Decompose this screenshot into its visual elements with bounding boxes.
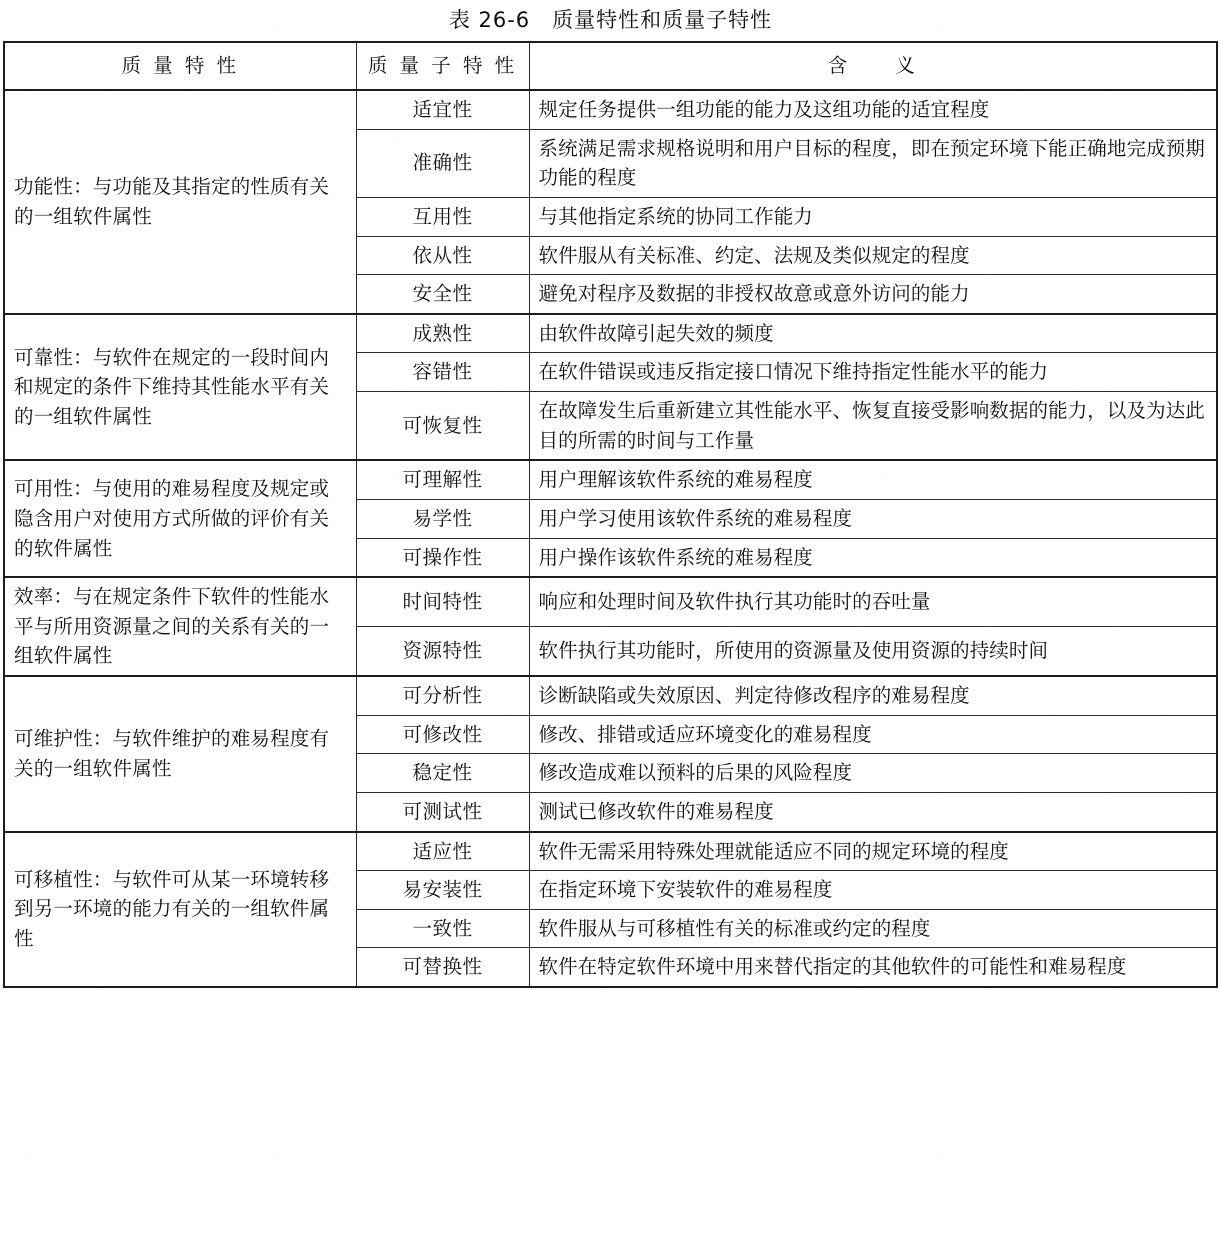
quality-characteristic-cell: 可靠性：与软件在规定的一段时间内和规定的条件下维持其性能水平有关的一组软件属性 bbox=[4, 314, 356, 461]
meaning-cell: 软件服从与可移植性有关的标准或约定的程度 bbox=[529, 909, 1217, 948]
meaning-cell: 规定任务提供一组功能的能力及这组功能的适宜程度 bbox=[529, 90, 1217, 129]
column-header-characteristic: 质 量 特 性 bbox=[4, 42, 356, 90]
quality-subcharacteristic-cell: 成熟性 bbox=[356, 314, 529, 353]
quality-subcharacteristic-cell: 适宜性 bbox=[356, 90, 529, 129]
table-row bbox=[4, 577, 1217, 626]
column-header-meaning: 含 义 bbox=[529, 42, 1217, 90]
table-row bbox=[4, 832, 1217, 871]
quality-subcharacteristic-cell: 可修改性 bbox=[356, 715, 529, 754]
quality-subcharacteristic-cell: 时间特性 bbox=[356, 577, 529, 626]
quality-subcharacteristic-cell: 容错性 bbox=[356, 353, 529, 392]
quality-characteristic-cell: 效率：与在规定条件下软件的性能水平与所用资源量之间的关系有关的一组软件属性 bbox=[4, 577, 356, 676]
table-row bbox=[4, 90, 1217, 129]
meaning-cell: 修改造成难以预料的后果的风险程度 bbox=[529, 754, 1217, 793]
table-row bbox=[4, 460, 1217, 499]
quality-subcharacteristic-cell: 适应性 bbox=[356, 832, 529, 871]
quality-subcharacteristic-cell: 易学性 bbox=[356, 499, 529, 538]
meaning-cell: 诊断缺陷或失效原因、判定待修改程序的难易程度 bbox=[529, 676, 1217, 715]
quality-subcharacteristic-cell: 资源特性 bbox=[356, 627, 529, 676]
meaning-cell: 响应和处理时间及软件执行其功能时的吞吐量 bbox=[529, 577, 1217, 626]
meaning-cell: 在故障发生后重新建立其性能水平、恢复直接受影响数据的能力，以及为达此目的所需的时间与工作量 bbox=[529, 392, 1217, 461]
meaning-cell: 软件执行其功能时，所使用的资源量及使用资源的持续时间 bbox=[529, 627, 1217, 676]
quality-subcharacteristic-cell: 互用性 bbox=[356, 197, 529, 236]
quality-subcharacteristic-cell: 一致性 bbox=[356, 909, 529, 948]
quality-subcharacteristic-cell: 易安装性 bbox=[356, 871, 529, 910]
quality-characteristics-table bbox=[3, 41, 1218, 988]
meaning-cell: 软件无需采用特殊处理就能适应不同的规定环境的程度 bbox=[529, 832, 1217, 871]
meaning-cell: 系统满足需求规格说明和用户目标的程度，即在预定环境下能正确地完成预期功能的程度 bbox=[529, 129, 1217, 197]
quality-subcharacteristic-cell: 依从性 bbox=[356, 236, 529, 275]
meaning-cell: 由软件故障引起失效的频度 bbox=[529, 314, 1217, 353]
meaning-cell: 避免对程序及数据的非授权故意或意外访问的能力 bbox=[529, 275, 1217, 314]
meaning-cell: 用户学习使用该软件系统的难易程度 bbox=[529, 499, 1217, 538]
meaning-cell: 测试已修改软件的难易程度 bbox=[529, 792, 1217, 831]
quality-subcharacteristic-cell: 可操作性 bbox=[356, 538, 529, 577]
table-body bbox=[4, 90, 1217, 987]
table-row bbox=[4, 314, 1217, 353]
header-row bbox=[4, 42, 1217, 90]
quality-characteristic-cell: 可移植性：与软件可从某一环境转移到另一环境的能力有关的一组软件属性 bbox=[4, 832, 356, 988]
quality-subcharacteristic-cell: 可分析性 bbox=[356, 676, 529, 715]
column-header-subcharacteristic: 质 量 子 特 性 bbox=[356, 42, 529, 90]
meaning-cell: 修改、排错或适应环境变化的难易程度 bbox=[529, 715, 1217, 754]
meaning-cell: 软件在特定软件环境中用来替代指定的其他软件的可能性和难易程度 bbox=[529, 948, 1217, 987]
quality-characteristic-cell: 可用性：与使用的难易程度及规定或隐含用户对使用方式所做的评价有关的软件属性 bbox=[4, 460, 356, 577]
quality-subcharacteristic-cell: 可测试性 bbox=[356, 792, 529, 831]
quality-characteristic-cell: 功能性：与功能及其指定的性质有关的一组软件属性 bbox=[4, 90, 356, 314]
meaning-cell: 用户操作该软件系统的难易程度 bbox=[529, 538, 1217, 577]
table-row bbox=[4, 676, 1217, 715]
quality-subcharacteristic-cell: 稳定性 bbox=[356, 754, 529, 793]
quality-subcharacteristic-cell: 可恢复性 bbox=[356, 392, 529, 461]
quality-subcharacteristic-cell: 可理解性 bbox=[356, 460, 529, 499]
meaning-cell: 与其他指定系统的协同工作能力 bbox=[529, 197, 1217, 236]
table-header bbox=[4, 42, 1217, 90]
meaning-cell: 在指定环境下安装软件的难易程度 bbox=[529, 871, 1217, 910]
quality-characteristic-cell: 可维护性：与软件维护的难易程度有关的一组软件属性 bbox=[4, 676, 356, 832]
quality-subcharacteristic-cell: 准确性 bbox=[356, 129, 529, 197]
meaning-cell: 软件服从有关标准、约定、法规及类似规定的程度 bbox=[529, 236, 1217, 275]
table-caption: 表 26-6 质量特性和质量子特性 bbox=[448, 8, 773, 32]
quality-subcharacteristic-cell: 可替换性 bbox=[356, 948, 529, 987]
meaning-cell: 用户理解该软件系统的难易程度 bbox=[529, 460, 1217, 499]
meaning-cell: 在软件错误或违反指定接口情况下维持指定性能水平的能力 bbox=[529, 353, 1217, 392]
quality-subcharacteristic-cell: 安全性 bbox=[356, 275, 529, 314]
